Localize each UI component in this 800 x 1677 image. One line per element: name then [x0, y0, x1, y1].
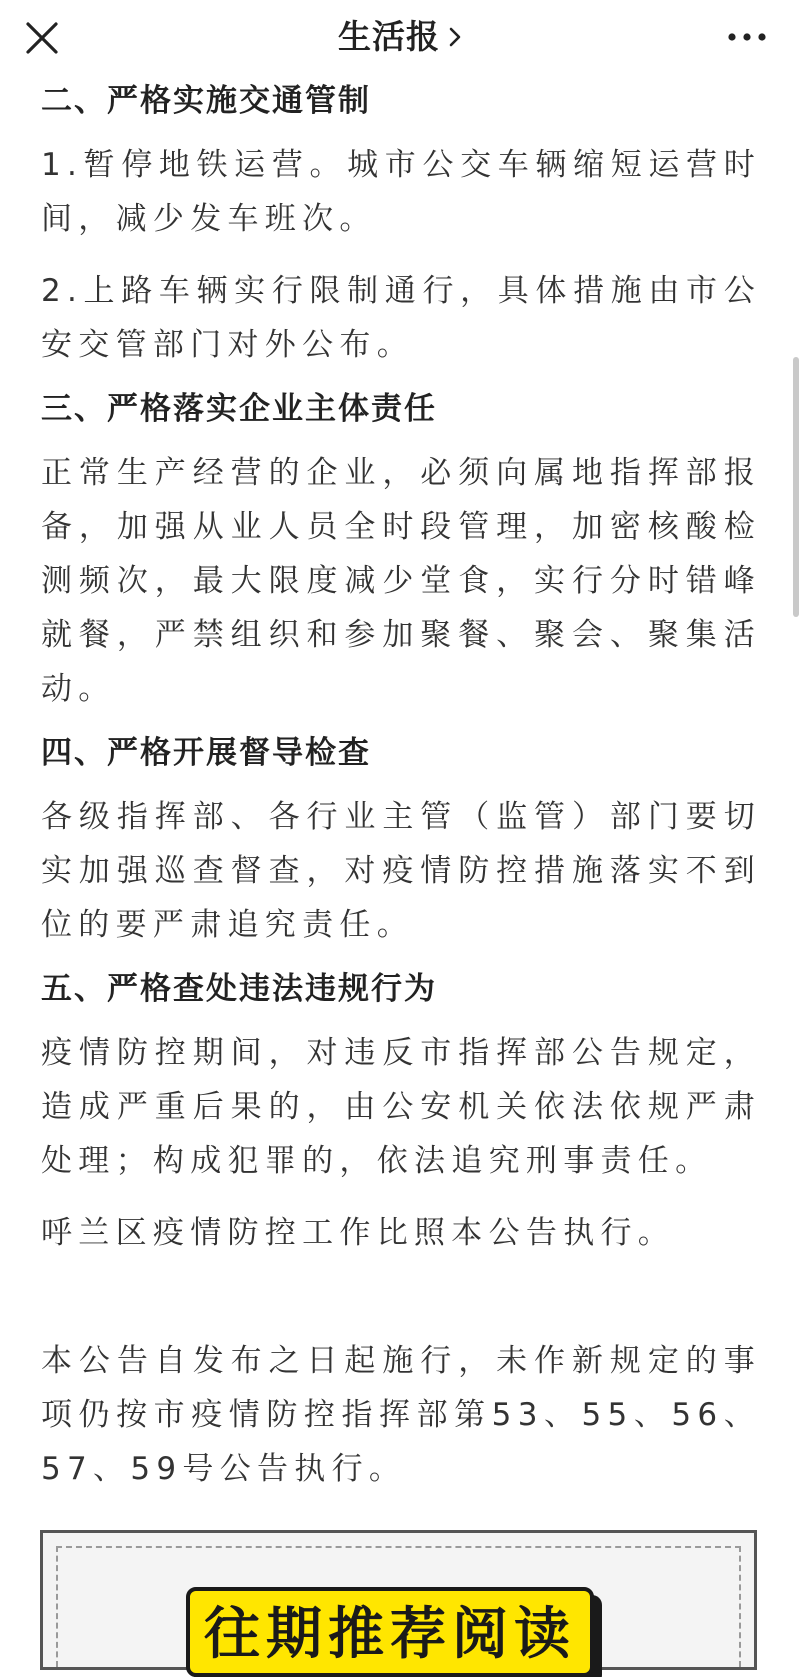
top-nav-bar: [0, 0, 800, 78]
section-heading: 五、严格查处违法违规行为: [41, 971, 437, 1007]
recommended-reading-button[interactable]: [186, 1587, 594, 1677]
more-icon: [724, 20, 770, 54]
section-heading: 三、严格落实企业主体责任: [41, 391, 437, 427]
paragraph: 正常生产经营的企业，必须向属地指挥部报备，加强从业人员全时段管理，加密核酸检测频次，最大限度减少堂食，实行分时错峰就餐，严禁组织和参加聚餐、聚会、聚集活动。: [41, 455, 761, 707]
scrollbar-thumb[interactable]: [793, 357, 799, 617]
more-button[interactable]: [724, 20, 770, 54]
section-heading: 二、严格实施交通管制: [41, 83, 371, 119]
paragraph: 2.上路车辆实行限制通行，具体措施由市公安交管部门对外公布。: [41, 273, 761, 363]
paragraph: 各级指挥部、各行业主管（监管）部门要切实加强巡查督查，对疫情防控措施落实不到位的要严肃追究责任。: [41, 799, 761, 943]
chevron-right-icon: [448, 26, 462, 48]
article-body: [41, 78, 761, 1496]
paragraph: 呼兰区疫情防控工作比照本公告执行。: [41, 1215, 676, 1251]
paragraph: 1.暂停地铁运营。城市公交车辆缩短运营时间，减少发车班次。: [41, 147, 761, 237]
account-name: 生活报: [338, 17, 440, 56]
closing-paragraph: 本公告自发布之日起施行，未作新规定的事项仍按市疫情防控指挥部第53、55、56、57、59号公告执行。: [41, 1343, 761, 1487]
recommended-reading-label: 往期推荐阅读: [204, 1602, 576, 1667]
section-heading: 四、严格开展督导检查: [41, 735, 371, 771]
nav-title-area: [0, 14, 800, 60]
account-name-link[interactable]: [338, 14, 462, 60]
paragraph: 疫情防控期间，对违反市指挥部公告规定，造成严重后果的，由公安机关依法依规严肃处理；构成犯罪的，依法追究刑事责任。: [41, 1035, 761, 1179]
